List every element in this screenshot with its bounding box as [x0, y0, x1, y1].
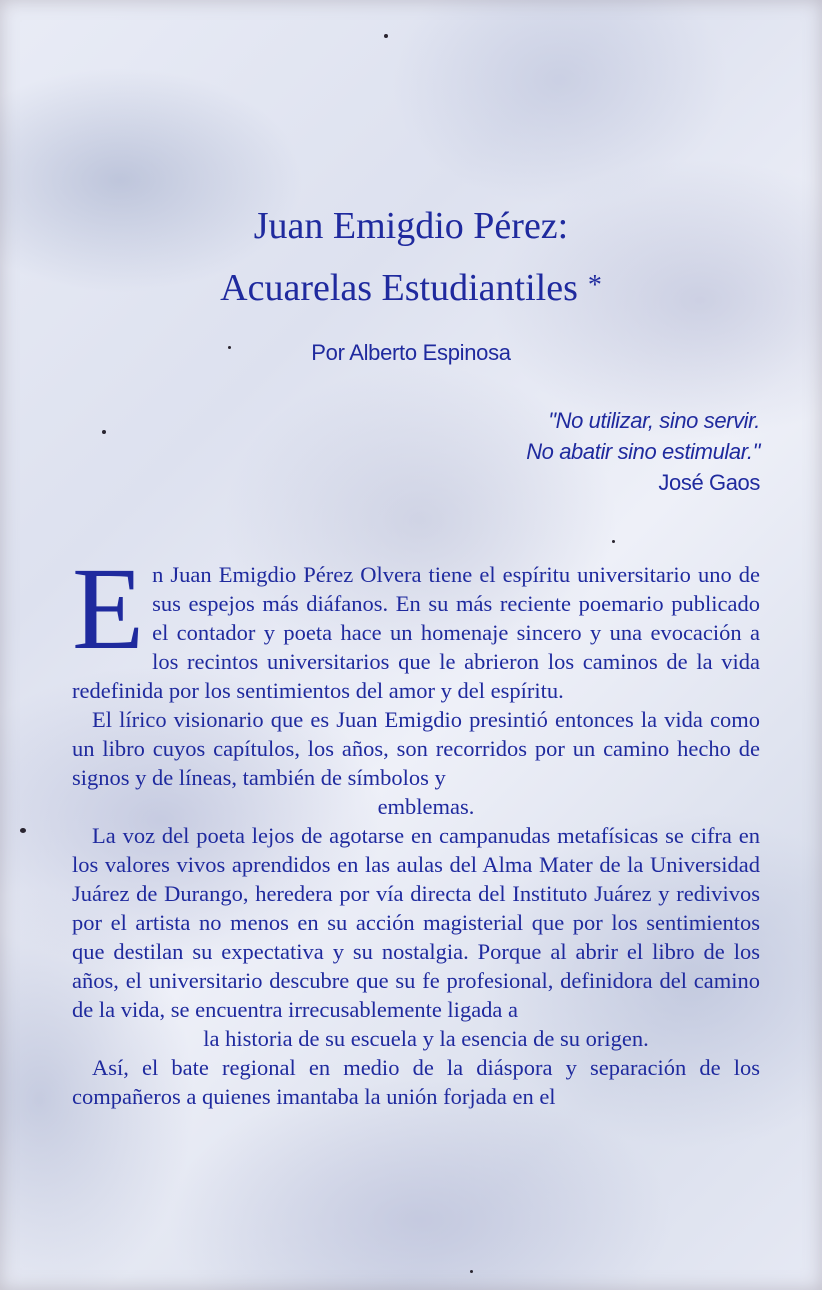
byline: Por Alberto Espinosa [311, 340, 511, 365]
paragraph-3 [72, 821, 760, 1053]
article-title-line-2-text: Acuarelas Estudiantiles [220, 267, 578, 309]
paragraph-2-text: El lírico visionario que es Juan Emigdio presintió entonces la vida como un libro cuyos capítulos, los años, son recorridos por un camino hecho de signos y de líneas, también de símbolos y [72, 707, 760, 790]
paper-speck [20, 828, 26, 833]
footnote-marker: * [587, 270, 602, 301]
paragraph-2-last-line: emblemas. [377, 794, 475, 819]
article-body [72, 543, 760, 1111]
epigraph-author: José Gaos [658, 470, 760, 495]
paper-speck [384, 34, 388, 38]
article-title-line-1: Juan Emigdio Pérez: [253, 205, 569, 247]
epigraph-line-1: "No utilizar, sino servir. [548, 408, 760, 433]
paragraph-4 [72, 1053, 760, 1111]
paragraph-1 [72, 543, 760, 705]
epigraph [340, 405, 760, 498]
paper-speck [102, 430, 106, 434]
paragraph-1-text: n Juan Emigdio Pérez Olvera tiene el espíritu universitario uno de sus espejos más diáfanos. En su más reciente poemario publicado el contador y poeta hace un homenaje sincero y una evocación a los recintos universitarios que le abrieron los caminos de la vida redefinida por los sentimientos del amor y del espíritu. [72, 562, 760, 703]
drop-cap: E [72, 543, 145, 674]
paper-speck [612, 540, 615, 543]
article-title-line-2 [0, 260, 822, 314]
paragraph-2 [72, 705, 760, 821]
paragraph-3-last-line: la historia de su escuela y la esencia de su origen. [203, 1026, 649, 1051]
epigraph-line-2: No abatir sino estimular." [526, 439, 760, 464]
paragraph-4-text: Así, el bate regional en medio de la diáspora y separación de los compañeros a quienes imantaba la unión forjada en el [72, 1055, 760, 1109]
paragraph-3-text: La voz del poeta lejos de agotarse en campanudas metafísicas se cifra en los valores vivos aprendidos en las aulas del Alma Mater de la Universidad Juárez de Durango, heredera por vía directa del Instituto Juárez y redivivos por el artista no menos en su acción magisterial que por los sentimientos que destilan su expectativa y su nostalgia. Porque al abrir el libro de los años, el universitario descubre que su fe profesional, definidora del camino de la vida, se encuentra irrecusablemente ligada a [72, 823, 760, 1022]
paper-speck [470, 1270, 473, 1273]
paper-speck [228, 346, 231, 349]
